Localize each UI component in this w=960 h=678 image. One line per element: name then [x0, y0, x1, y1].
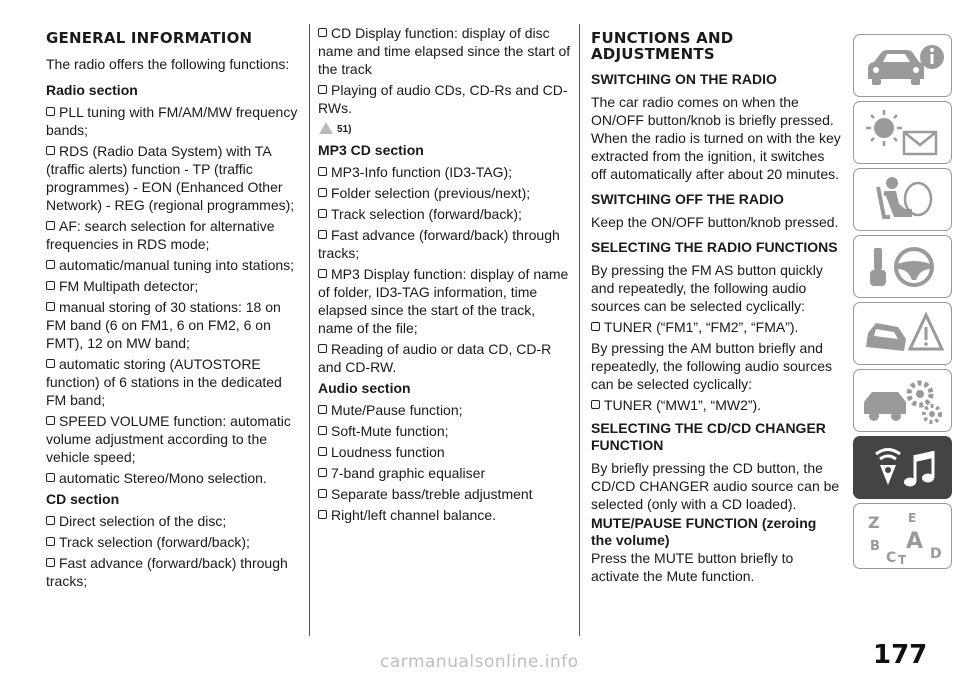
list-item: PLL tuning with FM/AM/MW frequency bands;: [46, 104, 298, 138]
list-item: Right/left channel balance.: [318, 506, 574, 524]
bullet-square-icon: [318, 468, 327, 477]
list-item: TUNER (“MW1”, “MW2”).: [591, 396, 841, 414]
mp3-section-heading: MP3 CD section: [318, 142, 424, 158]
cd-changer-text: By briefly pressing the CD button, the CD/CD CHANGER audio source can be selected (only with a CD loaded).: [591, 460, 840, 512]
section-title: FUNCTIONS AND ADJUSTMENTS: [591, 29, 734, 63]
list-item: Soft-Mute function;: [318, 422, 574, 440]
nav-tab-car-info[interactable]: [853, 34, 952, 97]
nav-tab-emergency[interactable]: [853, 302, 952, 365]
cd-section-heading: CD section: [46, 491, 120, 507]
car-info-icon: [854, 35, 953, 98]
list-item: Folder selection (previous/next);: [318, 184, 574, 202]
list-item: Fast advance (forward/back) through tracks;: [318, 227, 560, 261]
list-item: automatic storing (AUTOSTORE function) of 6 stations in the dedicated FM band;: [46, 356, 282, 408]
list-item: automatic Stereo/Mono selection.: [46, 469, 302, 487]
list-item: TUNER (“FM1”, “FM2”, “FMA”).: [591, 318, 841, 336]
svg-text:A: A: [906, 529, 924, 554]
bullet-square-icon: [318, 167, 327, 176]
bullet-square-icon: [591, 400, 600, 409]
bullet-square-icon: [46, 558, 55, 567]
nav-tab-multimedia[interactable]: [853, 436, 952, 499]
list-item: Direct selection of the disc;: [46, 512, 302, 530]
list-item: Reading of audio or data CD, CD-R and CD-RW.: [318, 341, 552, 375]
bullet-square-icon: [591, 322, 600, 331]
multimedia-icon: [854, 437, 953, 500]
bullet-square-icon: [46, 260, 55, 269]
list-item: automatic/manual tuning into stations;: [46, 256, 302, 274]
list-item: MP3-Info function (ID3-TAG);: [318, 163, 574, 181]
bullet-square-icon: [46, 473, 55, 482]
svg-text:D: D: [930, 546, 942, 562]
svg-text:Z: Z: [868, 513, 880, 532]
selecting-functions-text: By pressing the FM AS button quickly and repeatedly, the following audio sources can be selected cyclically:: [591, 262, 823, 314]
switching-off-heading: SWITCHING OFF THE RADIO: [591, 191, 784, 207]
bullet-square-icon: [318, 426, 327, 435]
bullet-square-icon: [46, 537, 55, 546]
bullet-square-icon: [318, 405, 327, 414]
list-item: Fast advance (forward/back) through tracks;: [46, 555, 288, 589]
list-item: manual storing of 30 stations: 18 on FM band (6 on FM1, 6 on FM2, 6 on FMT), 12 on MW band;: [46, 299, 281, 351]
bullet-square-icon: [318, 269, 327, 278]
svg-text:T: T: [898, 553, 907, 567]
bullet-square-icon: [318, 447, 327, 456]
list-item: Track selection (forward/back);: [46, 533, 302, 551]
cd-changer-heading: SELECTING THE CD/CD CHANGER FUNCTION: [591, 420, 826, 453]
list-item: FM Multipath detector;: [46, 277, 302, 295]
column-divider: [579, 24, 580, 636]
bullet-square-icon: [46, 146, 55, 155]
nav-tab-starting-driving[interactable]: [853, 235, 952, 298]
page-number: 177: [873, 640, 928, 670]
svg-text:C: C: [886, 550, 897, 566]
bullet-square-icon: [46, 107, 55, 116]
bullet-square-icon: [46, 221, 55, 230]
list-item: AF: search selection for alternative frequencies in RDS mode;: [46, 218, 275, 252]
bullet-square-icon: [318, 510, 327, 519]
selecting-functions-heading: SELECTING THE RADIO FUNCTIONS: [591, 239, 838, 255]
list-item: Mute/Pause function;: [318, 401, 574, 419]
warning-note-reference[interactable]: 51): [318, 121, 574, 135]
audio-section-heading: Audio section: [318, 380, 411, 396]
bullet-square-icon: [318, 489, 327, 498]
bullet-square-icon: [46, 281, 55, 290]
bullet-square-icon: [46, 416, 55, 425]
column-general-information: [46, 24, 302, 593]
bullet-square-icon: [318, 28, 327, 37]
selecting-functions-text-2: By pressing the AM button briefly and repeatedly, the following audio sources can be selected cyclically:: [591, 340, 833, 392]
list-item: Playing of audio CDs, CD-Rs and CD-RWs.: [318, 82, 568, 116]
intro-text: The radio offers the following functions:: [46, 56, 290, 72]
bullet-square-icon: [46, 302, 55, 311]
bullet-square-icon: [46, 359, 55, 368]
radio-section-heading: Radio section: [46, 82, 138, 98]
bullet-square-icon: [318, 85, 327, 94]
warning-lights-icon: [854, 102, 953, 165]
column-divider: [309, 24, 310, 636]
bullet-square-icon: [318, 209, 327, 218]
list-item: MP3 Display function: display of name of folder, ID3-TAG information, time elapsed since the start of the track, name of the file;: [318, 266, 569, 336]
mute-pause-heading: MUTE/PAUSE FUNCTION (zeroing the volume): [591, 515, 817, 548]
maintenance-gears-icon: [854, 370, 953, 433]
alphabetical-index-icon: [854, 504, 953, 570]
nav-tab-safety[interactable]: [853, 168, 952, 231]
bullet-square-icon: [318, 344, 327, 353]
switching-on-heading: SWITCHING ON THE RADIO: [591, 71, 777, 87]
list-item: Loudness function: [318, 443, 574, 461]
list-item: Separate bass/treble adjustment: [318, 485, 574, 503]
section-title: GENERAL INFORMATION: [46, 29, 253, 47]
list-item: 7-band graphic equaliser: [318, 464, 574, 482]
column-cd-mp3-audio: [318, 24, 574, 527]
nav-tab-warning-lights[interactable]: [853, 101, 952, 164]
nav-tab-maintenance[interactable]: [853, 369, 952, 432]
key-steering-wheel-icon: [854, 236, 953, 299]
bullet-square-icon: [46, 516, 55, 525]
bullet-square-icon: [318, 230, 327, 239]
list-item: Track selection (forward/back);: [318, 205, 574, 223]
list-item: CD Display function: display of disc name and time elapsed since the start of the track: [318, 25, 571, 77]
bullet-square-icon: [318, 188, 327, 197]
list-item: RDS (Radio Data System) with TA (traffic alerts) function - TP (traffic programmes) - EON (Enhanced Other Network) - REG (regional programmes);: [46, 143, 295, 213]
svg-text:B: B: [870, 539, 880, 554]
warning-triangle-icon: [318, 121, 334, 135]
column-functions-adjustments: [591, 24, 841, 593]
switching-off-text: Keep the ON/OFF button/knob pressed.: [591, 214, 839, 230]
accident-warning-icon: [854, 303, 953, 366]
watermark-text[interactable]: carmanualsonline.info: [380, 652, 579, 672]
svg-text:E: E: [908, 511, 917, 525]
mute-pause-text: Press the MUTE button briefly to activate the Mute function.: [591, 550, 794, 584]
nav-tab-index[interactable]: [853, 503, 952, 569]
airbag-seat-icon: [854, 169, 953, 232]
list-item: SPEED VOLUME function: automatic volume adjustment according to the vehicle speed;: [46, 413, 291, 465]
switching-on-text: The car radio comes on when the ON/OFF button/knob is briefly pressed. When the radio is turned on with the key extracted from the ignition, it switches off automatically after about 20 minutes.: [591, 94, 841, 182]
